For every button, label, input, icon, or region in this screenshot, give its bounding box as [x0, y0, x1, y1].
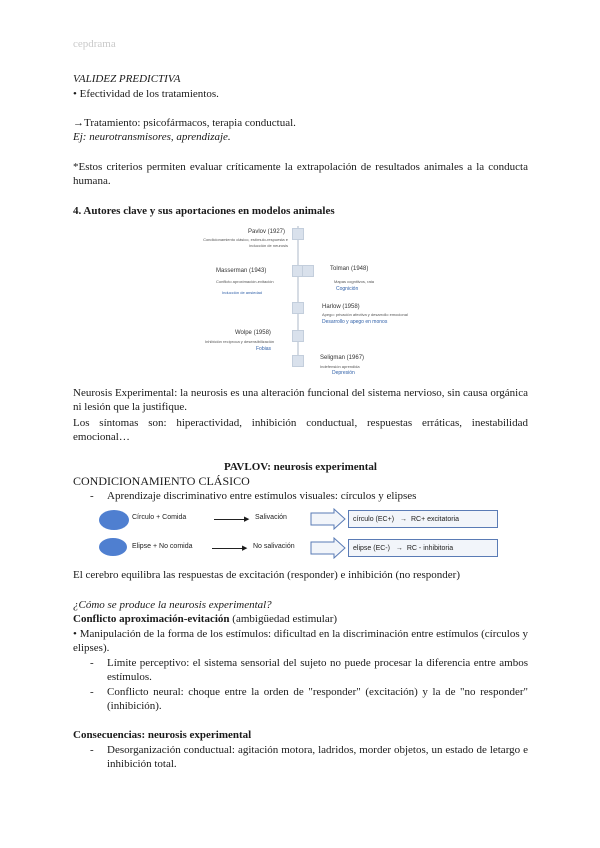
como-item1: [90, 656, 528, 684]
row1-block-arrow-icon: [310, 508, 346, 530]
como-item2-text: Conflicto neural: choque entre la orden de "responder" (excitación) y la de "no responder" (inhibición).: [107, 686, 528, 712]
validez-note: *Estos criterios permiten evaluar críticamente la extrapolación de resultados animales a la conducta humana.: [73, 161, 528, 187]
timeline-tolman-desc: Mapas cognitivos, rata: [334, 279, 375, 284]
timeline-wolpe-link: Fobias: [256, 346, 272, 352]
row2-box-label: elipse (EC-): [353, 545, 390, 552]
row2-arrow-line: [212, 548, 246, 549]
row2-stimulus: Elipse + No comida: [132, 543, 193, 550]
validez-arrow-line: →Tratamiento: psicofármacos, terapia conductual.: [73, 117, 296, 129]
timeline-node-seligman: [292, 355, 304, 367]
timeline-pavlov-name: Pavlov (1927): [248, 229, 286, 235]
validez-heading: VALIDEZ PREDICTIVA: [73, 73, 181, 85]
section4-heading: 4. Autores clave y sus aportaciones en modelos animales: [73, 205, 335, 217]
timeline-axis: [297, 226, 299, 366]
row1-result: RC+ excitatoria: [410, 516, 459, 523]
como-item2: [90, 685, 528, 713]
dash-marker: -: [90, 744, 94, 756]
consecuencias-item-text: Desorganización conductual: agitación motora, ladridos, morder objetos, un estado de letargo e inhibición total.: [107, 744, 528, 770]
neurosis-definition: Neurosis Experimental: la neurosis es una alteración funcional del sistema nervioso, sin causa orgánica ni lesión que la justifique.: [73, 387, 528, 413]
como-bullet: • Manipulación de la forma de los estímulos: dificultad en la discriminación entre estímulos (círculos y elipses).: [73, 628, 528, 654]
consecuencias-item: [90, 743, 528, 771]
dash-marker: -: [90, 686, 94, 698]
row2-box-arrow: →: [395, 545, 403, 552]
timeline-masserman-name: Masserman (1943): [216, 268, 267, 274]
timeline-harlow-link: Desarrollo y apego en monos: [322, 319, 388, 325]
ellipse-stimulus-shape: [99, 538, 127, 556]
timeline-masserman-desc: Conflicto aproximación-evitación: [216, 279, 274, 284]
row2-result: RC - inhibitoria: [406, 545, 454, 552]
validez-bullet: • Efectividad de los tratamientos.: [73, 88, 219, 100]
watermark: cepdrama: [73, 38, 116, 50]
row1-arrowhead-icon: ▶: [244, 515, 250, 523]
balance-text: El cerebro equilibra las respuestas de excitación (responder) e inhibición (no responder): [73, 569, 460, 581]
dash-marker: -: [90, 657, 94, 669]
neurosis-symptoms: Los síntomas son: hiperactividad, inhibición conductual, respuestas erráticas, inestabilidad emocional…: [73, 417, 528, 443]
conflict-bold: Conflicto aproximación-evitación: [73, 613, 230, 625]
timeline-tolman-link: Cognición: [336, 286, 359, 292]
timeline-seligman-desc: Indefensión aprendida: [320, 364, 360, 369]
row1-box: [348, 510, 498, 528]
timeline-seligman-link: Depresión: [332, 370, 355, 376]
row2-response: No salivación: [253, 543, 295, 550]
validez-example: Ej: neurotransmisores, aprendizaje.: [73, 131, 231, 143]
timeline-node-tolman: [302, 265, 314, 277]
pavlov-title: PAVLOV: neurosis experimental: [224, 461, 377, 473]
timeline-node-pavlov: [292, 228, 304, 240]
row1-stimulus: Círculo + Comida: [132, 514, 187, 521]
timeline-harlow-desc: Apego: privación afectiva y desarrollo emocional: [322, 312, 408, 317]
pavlov-subtitle: CONDICIONAMIENTO CLÁSICO: [73, 474, 250, 488]
pavlov-item: [90, 489, 528, 503]
timeline-node-harlow: [292, 302, 304, 314]
timeline-harlow-name: Harlow (1958): [322, 304, 360, 310]
dash-marker: -: [90, 490, 94, 502]
circle-stimulus-shape: [99, 510, 129, 530]
como-item1-text: Límite perceptivo: el sistema sensorial del sujeto no puede procesar la diferencia entre ambos estímulos.: [107, 657, 528, 683]
como-conflict: [73, 612, 528, 626]
timeline-tolman-name: Tolman (1948): [330, 266, 369, 272]
timeline-pavlov-desc: Condicionamiento clásico, estímulo-respuesta e inducción de neurosis: [203, 237, 288, 248]
consecuencias-heading: Consecuencias: neurosis experimental: [73, 729, 252, 741]
pavlov-item-text: Aprendizaje discriminativo entre estímulos visuales: círculos y elipses: [107, 490, 417, 502]
row2-block-arrow-icon: [310, 537, 346, 559]
row1-box-label: círculo (EC+): [353, 516, 395, 523]
row1-box-arrow: →: [400, 516, 407, 523]
como-question: ¿Cómo se produce la neurosis experimental?: [73, 599, 272, 611]
conflict-rest: (ambigüedad estimular): [229, 613, 338, 625]
row1-response: Salivación: [255, 514, 287, 521]
row2-arrowhead-icon: ▶: [242, 544, 248, 552]
timeline-node-wolpe: [292, 330, 304, 342]
row1-arrow-line: [214, 519, 248, 520]
timeline-masserman-link: Inducción de ansiedad: [222, 290, 263, 295]
timeline-seligman-name: Seligman (1967): [320, 355, 365, 361]
timeline-wolpe-name: Wolpe (1958): [235, 330, 271, 336]
row2-box: [348, 539, 498, 557]
timeline-wolpe-desc: Inhibición recíproca y desensibilización: [205, 339, 275, 344]
